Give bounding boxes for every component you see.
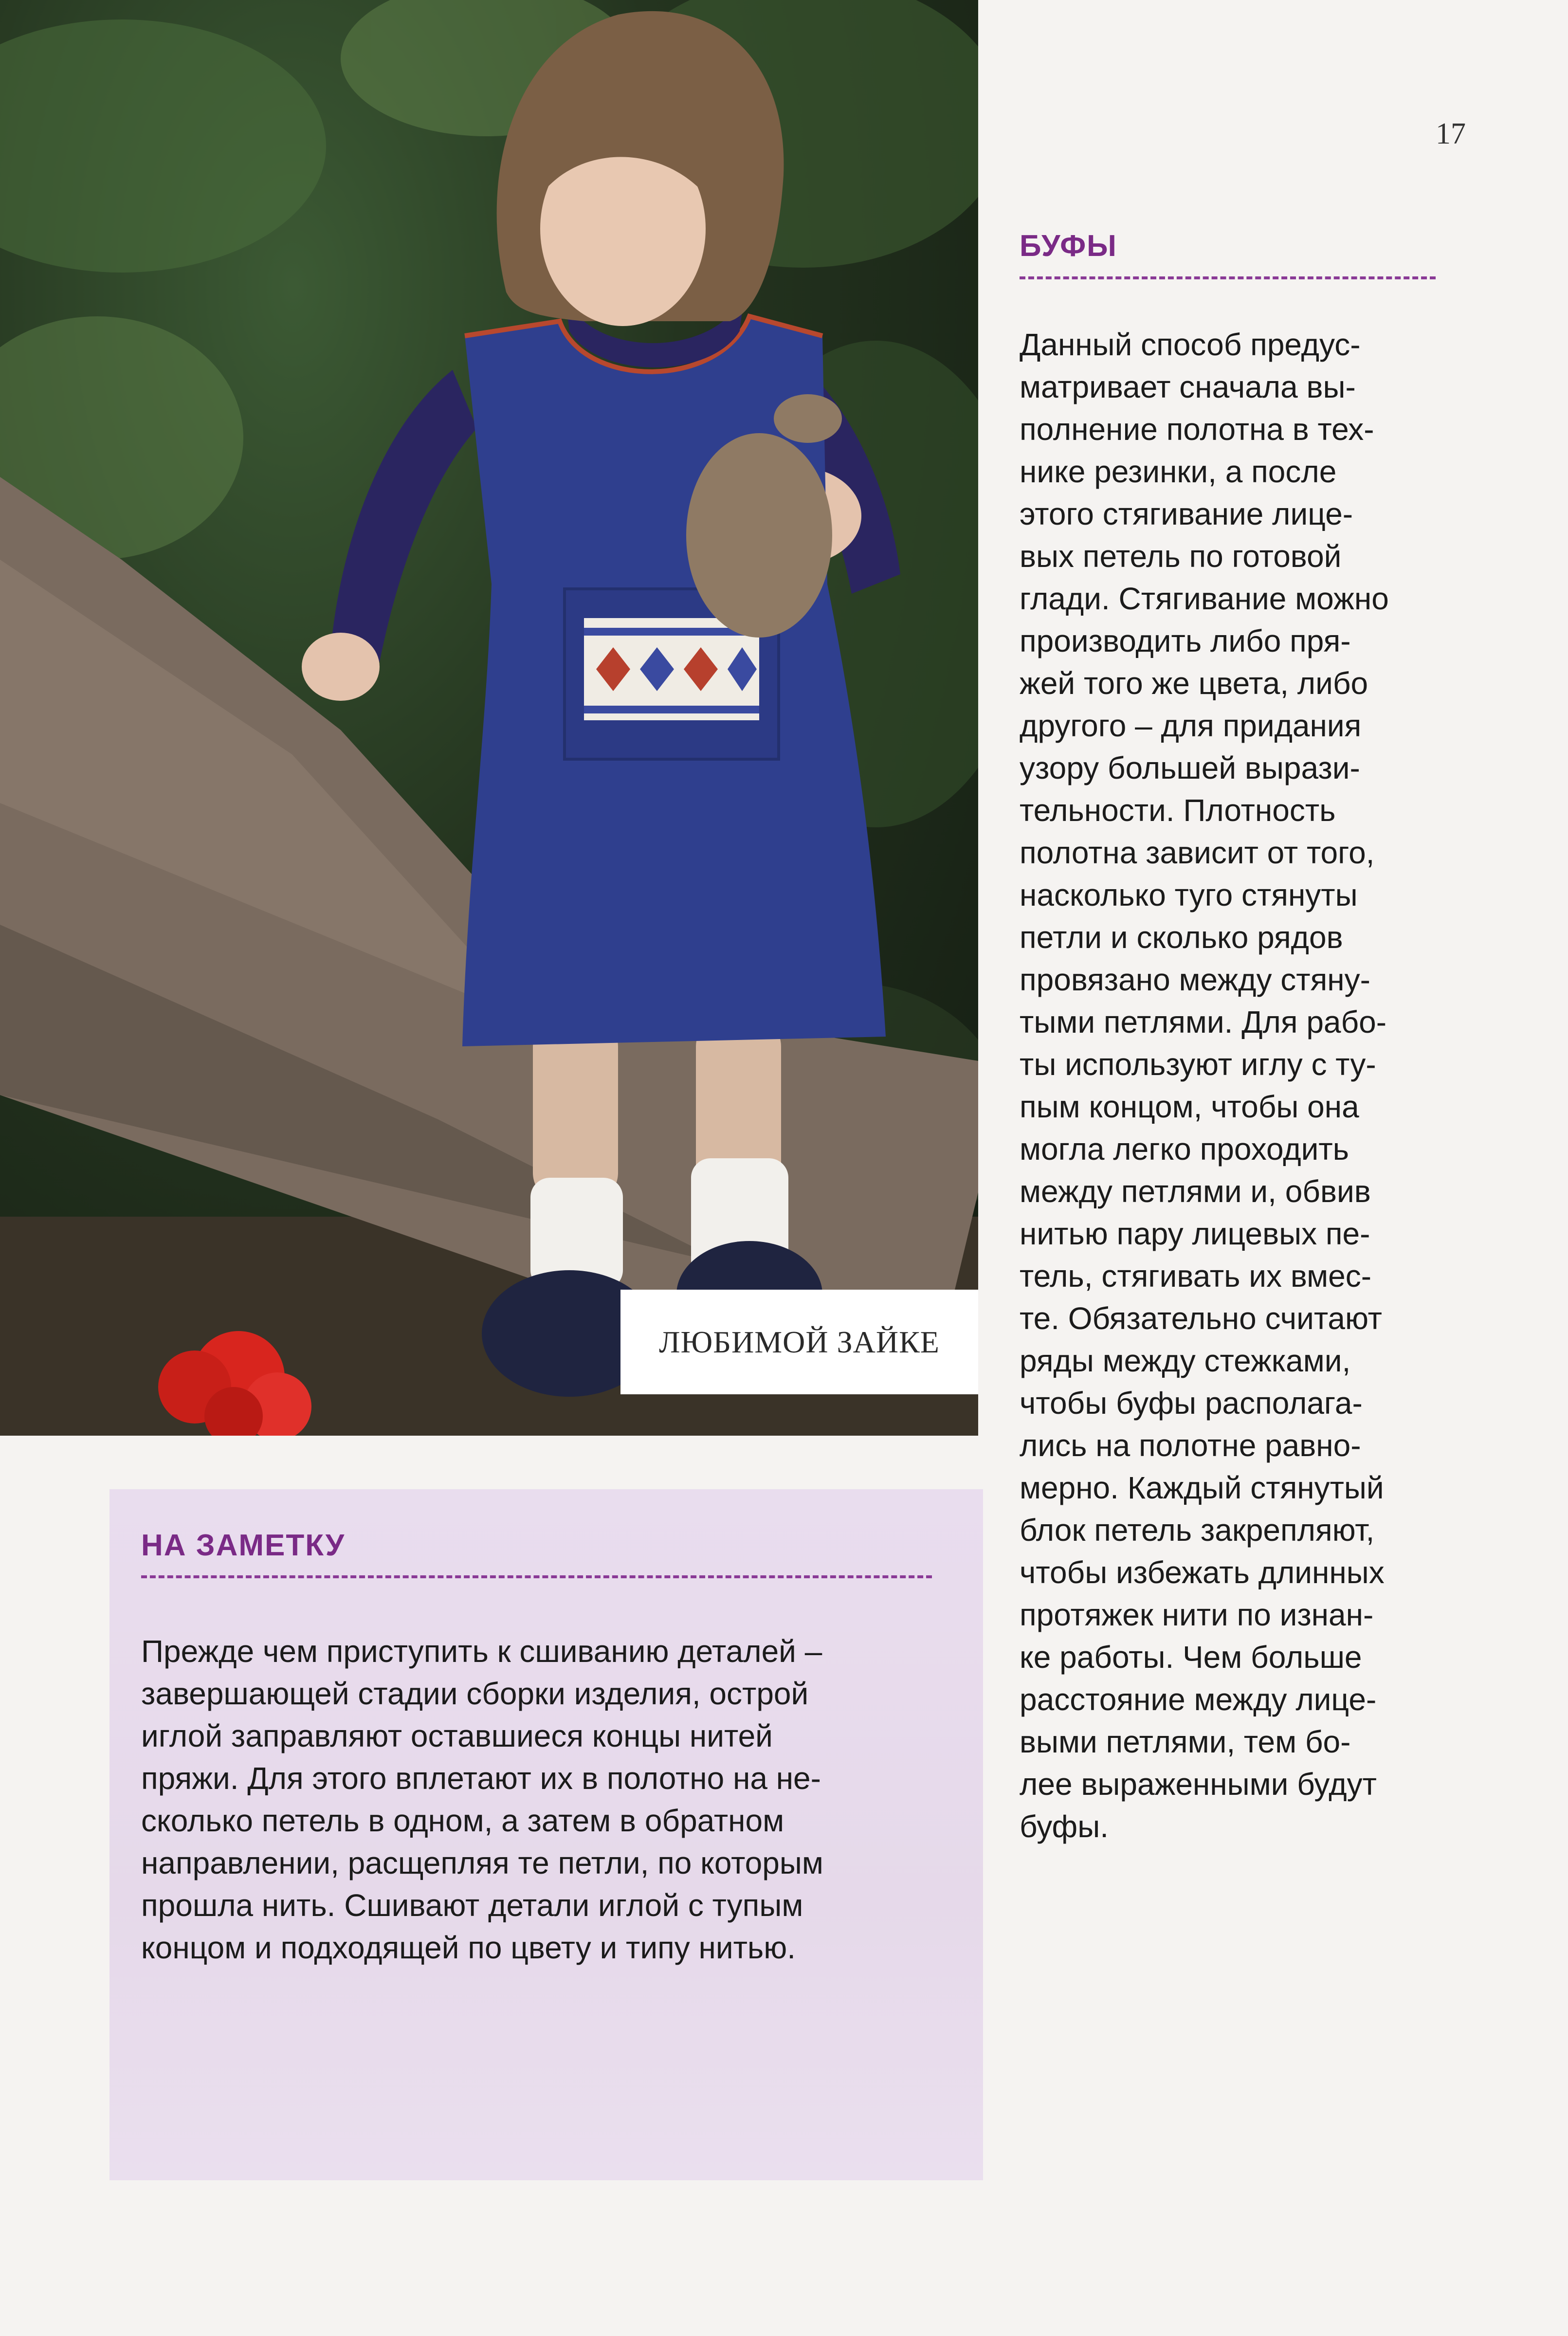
- body-line: Данный способ предус-: [1020, 327, 1361, 362]
- left-sleeve: [331, 370, 477, 662]
- note-body: [141, 1630, 968, 1969]
- body-line: тыми петлями. Для рабо-: [1020, 1004, 1387, 1040]
- body-line: блок петель закрепляют,: [1020, 1513, 1375, 1548]
- body-line: полотна зависит от того,: [1020, 835, 1375, 870]
- body-line: жей того же цвета, либо: [1020, 666, 1368, 701]
- section-heading-bufy: БУФЫ: [1020, 229, 1117, 263]
- body-line: буфы.: [1020, 1809, 1109, 1844]
- body-line: производить либо пря-: [1020, 623, 1351, 658]
- body-line: протяжек нити по изнан-: [1020, 1597, 1374, 1632]
- body-line: провязано между стяну-: [1020, 962, 1370, 997]
- body-line: глади. Стягивание можно: [1020, 581, 1389, 616]
- body-line: могла легко проходить: [1020, 1132, 1349, 1167]
- section-body-bufy: [1020, 324, 1458, 1848]
- body-line: ряды между стежками,: [1020, 1343, 1351, 1378]
- body-line: чтобы буфы располага-: [1020, 1386, 1363, 1421]
- body-line: полнение полотна в тех-: [1020, 412, 1374, 447]
- body-line: ты используют иглу с ту-: [1020, 1047, 1376, 1082]
- body-line: ке работы. Чем больше: [1020, 1640, 1362, 1675]
- note-heading: НА ЗАМЕТКУ: [141, 1529, 346, 1562]
- body-line: нике резинки, а после: [1020, 454, 1337, 489]
- note-line: завершающей стадии сборки изделия, острой: [141, 1676, 809, 1711]
- note-line: пряжи. Для этого вплетают их в полотно на не-: [141, 1761, 821, 1796]
- note-line: концом и подходящей по цвету и типу нитью.: [141, 1930, 796, 1965]
- body-line: вых петель по готовой: [1020, 539, 1342, 574]
- note-line: прошла нить. Сшивают детали иглой с тупым: [141, 1888, 803, 1923]
- note-line: Прежде чем приступить к сшиванию деталей –: [141, 1634, 822, 1669]
- body-line: другого – для придания: [1020, 708, 1362, 743]
- body-line: лее выраженными будут: [1020, 1767, 1377, 1802]
- body-line: мерно. Каждый стянутый: [1020, 1470, 1384, 1505]
- body-line: тельности. Плотность: [1020, 793, 1336, 828]
- body-line: те. Обязательно считают: [1020, 1301, 1382, 1336]
- page-number: 17: [1436, 117, 1466, 150]
- photo-caption: ЛЮБИМОЙ ЗАЙКЕ: [620, 1290, 978, 1394]
- body-line: насколько туго стянуты: [1020, 877, 1358, 912]
- body-line: расстояние между лице-: [1020, 1682, 1377, 1717]
- body-line: нитью пару лицевых пе-: [1020, 1216, 1370, 1251]
- body-line: этого стягивание лице-: [1020, 496, 1353, 531]
- body-line: лись на полотне равно-: [1020, 1428, 1361, 1463]
- body-line: между петлями и, обвив: [1020, 1174, 1371, 1209]
- body-line: чтобы избежать длинных: [1020, 1555, 1385, 1590]
- note-line: сколько петель в одном, а затем в обратном: [141, 1803, 784, 1838]
- note-line: иглой заправляют оставшиеся концы нитей: [141, 1718, 773, 1753]
- photo-illustration: [0, 0, 978, 1436]
- photo: [0, 0, 978, 1436]
- body-line: пым концом, чтобы она: [1020, 1089, 1359, 1124]
- note-line: направлении, расщепляя те петли, по которым: [141, 1845, 823, 1880]
- section-divider: [1020, 276, 1436, 279]
- body-line: матривает сначала вы-: [1020, 369, 1356, 404]
- body-line: узору большей вырази-: [1020, 750, 1360, 785]
- body-line: выми петлями, тем бо-: [1020, 1724, 1351, 1759]
- note-divider: [141, 1575, 932, 1578]
- body-line: петли и сколько рядов: [1020, 920, 1343, 955]
- body-line: тель, стягивать их вмес-: [1020, 1259, 1371, 1294]
